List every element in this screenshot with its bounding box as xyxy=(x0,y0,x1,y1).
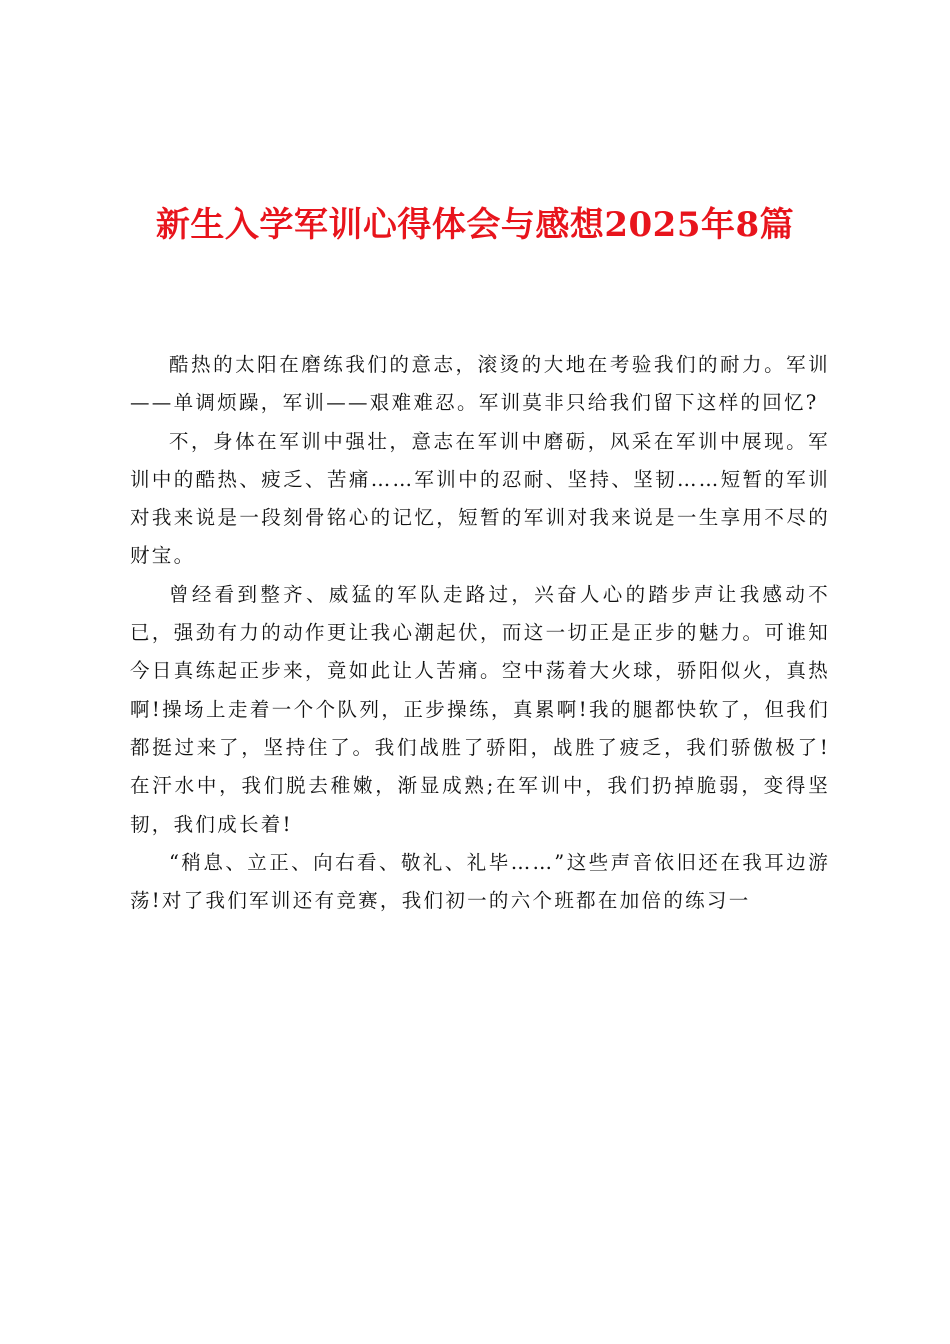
paragraph-2: 不，身体在军训中强壮，意志在军训中磨砺，风采在军训中展现。军训中的酷热、疲乏、苦痛……军训中的忍耐、坚持、坚韧……短暂的军训对我来说是一段刻骨铭心的记忆，短暂的军训对我来说是一生享用不尽的财宝。 xyxy=(130,429,830,568)
paragraph-4: “稍息、立正、向右看、敬礼、礼毕……”这些声音依旧还在我耳边游荡!对了我们军训还有竞赛，我们初一的六个班都在加倍的练习一 xyxy=(130,850,830,913)
document-body xyxy=(130,346,830,920)
document-title: 新生入学军训心得体会与感想2025年8篇 xyxy=(155,205,795,245)
paragraph-1: 酷热的太阳在磨练我们的意志，滚烫的大地在考验我们的耐力。军训——单调烦躁，军训——艰难难忍。军训莫非只给我们留下这样的回忆? xyxy=(130,353,830,415)
paragraph-3: 曾经看到整齐、威猛的军队走路过，兴奋人心的踏步声让我感动不已，强劲有力的动作更让我心潮起伏，而这一切正是正步的魅力。可谁知今日真练起正步来，竟如此让人苦痛。空中荡着大火球，骄阳似火，真热啊!操场上走着一个个队列，正步操练，真累啊!我的腿都快软了，但我们都挺过来了，坚持住了。我们战胜了骄阳，战胜了疲乏，我们骄傲极了!在汗水中，我们脱去稚嫩，渐显成熟;在军训中，我们扔掉脆弱，变得坚韧，我们成长着! xyxy=(130,582,830,836)
